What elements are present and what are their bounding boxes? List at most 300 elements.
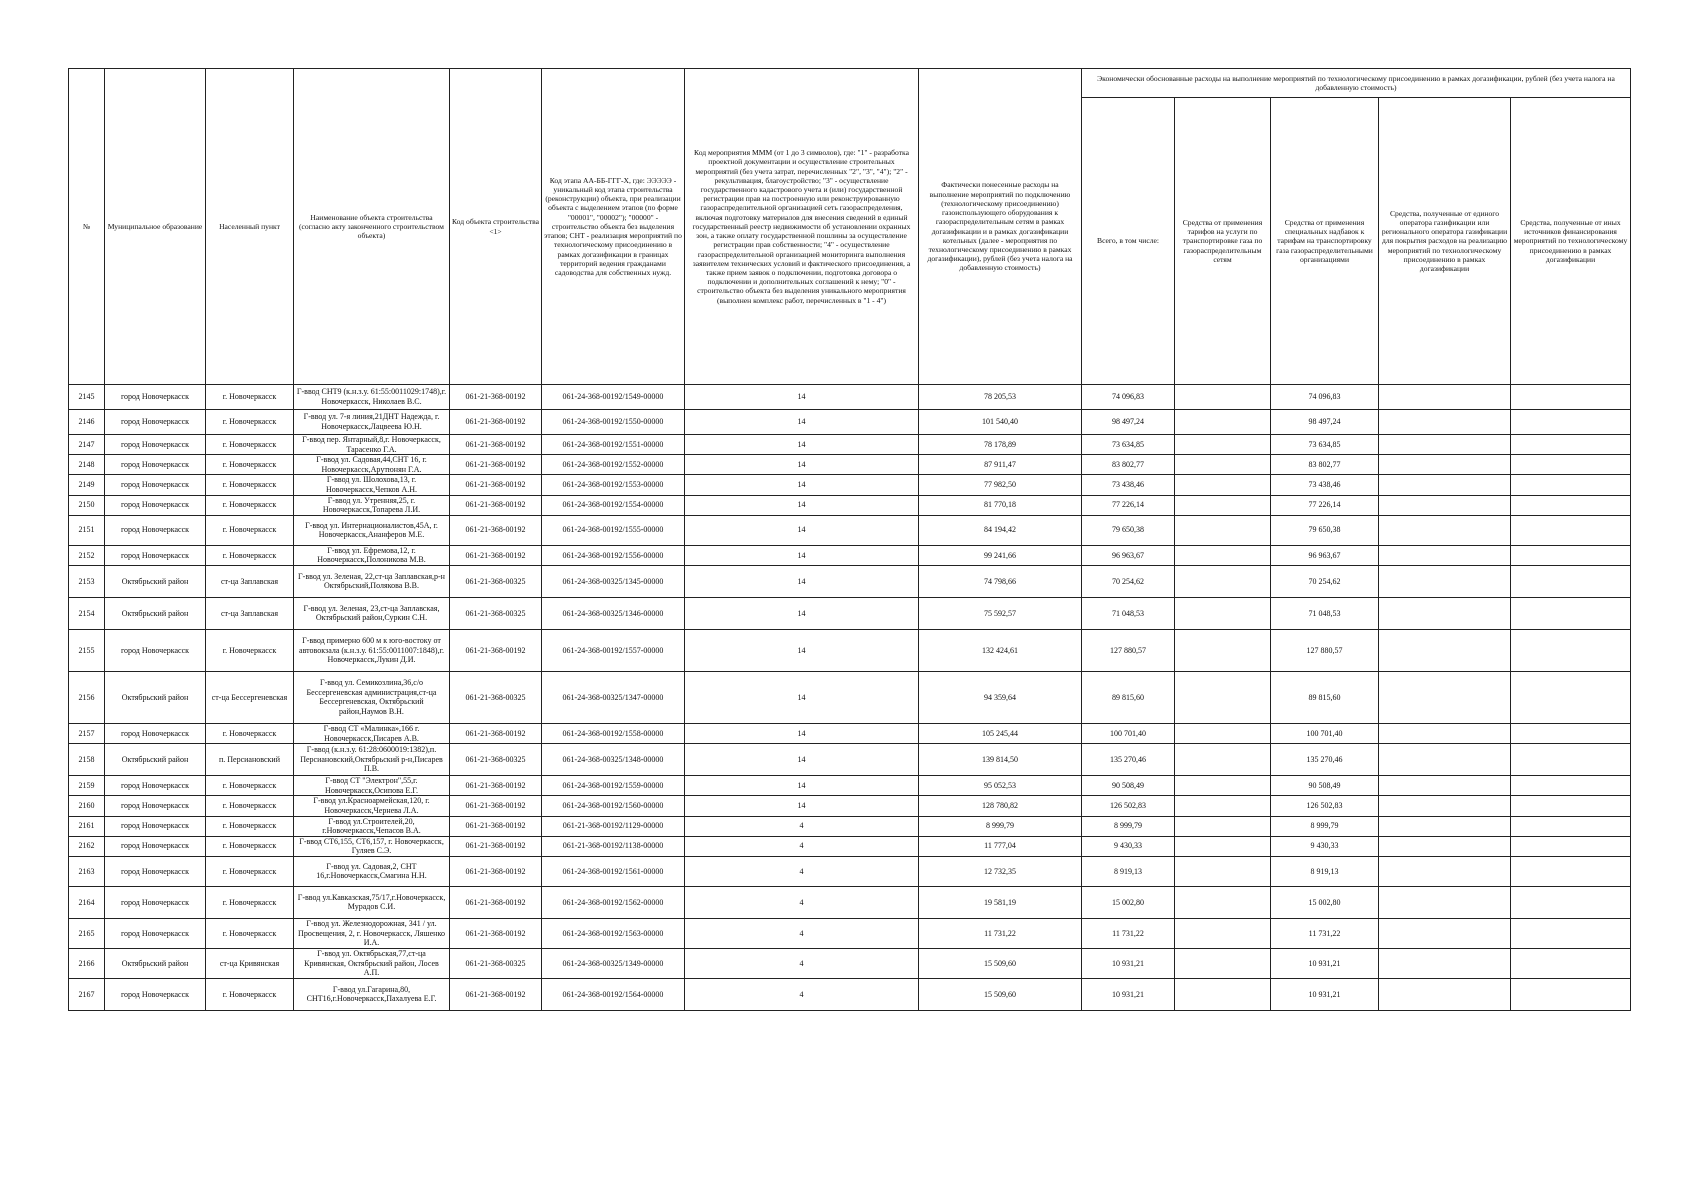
municipality-cell: город Новочеркасск [105, 475, 206, 495]
row-number: 2157 [69, 723, 105, 743]
actual-costs-cell: 84 194,42 [919, 515, 1082, 545]
actual-costs-cell: 101 540,40 [919, 410, 1082, 435]
other-funds-cell [1511, 495, 1631, 515]
operator-funds-cell [1379, 515, 1511, 545]
municipality-cell: Октябрьский район [105, 597, 206, 629]
object-code-cell: 061-21-368-00192 [450, 545, 542, 565]
header-tariff-funds: Средства от применения тарифов на услуги по транспортировке газа по газораспределительным сетям [1175, 98, 1271, 385]
municipality-cell: Октябрьский район [105, 671, 206, 723]
event-code-cell: 14 [685, 385, 919, 410]
tariff-funds-cell [1175, 545, 1271, 565]
settlement-cell: г. Новочеркасск [206, 776, 294, 796]
surcharge-funds-cell: 79 650,38 [1271, 515, 1379, 545]
row-number: 2162 [69, 836, 105, 856]
stage-code-cell: 061-24-368-00325/1349-00000 [542, 948, 685, 978]
table-row [69, 385, 1631, 410]
table-row [69, 723, 1631, 743]
other-funds-cell [1511, 565, 1631, 597]
stage-code-cell: 061-21-368-00192/1129-00000 [542, 816, 685, 836]
surcharge-funds-cell: 10 931,21 [1271, 948, 1379, 978]
operator-funds-cell [1379, 978, 1511, 1010]
tariff-funds-cell [1175, 886, 1271, 918]
municipality-cell: город Новочеркасск [105, 435, 206, 455]
table-row [69, 515, 1631, 545]
table-row [69, 836, 1631, 856]
header-stage-code: Код этапа АА-ББ-ГГГ-Х, где: ЭЭЭЭЭ - уникальный код этапа строительства (реконструкции) объекта, при реализации объекта с выделением этапов (по форме "00001", "00002"); "00000" - строительство объекта без выделения этапов; СНТ - реализация мероприятий по технологическому присоединению в рамках догазификации в границах территорий ведения гражданами садоводства для собственных нужд. [542, 69, 685, 385]
object-name-cell: Г-ввод ул.Гагарина,80, СНТ16,г.Новочеркасск,Пахалуева Е.Г. [294, 978, 450, 1010]
row-number: 2164 [69, 886, 105, 918]
tariff-funds-cell [1175, 385, 1271, 410]
operator-funds-cell [1379, 455, 1511, 475]
stage-code-cell: 061-24-368-00192/1551-00000 [542, 435, 685, 455]
settlement-cell: г. Новочеркасск [206, 410, 294, 435]
municipality-cell: город Новочеркасск [105, 455, 206, 475]
object-name-cell: Г-ввод ул. Октябрьская,77,ст-ца Кривянская, Октябрьский район, Лосев А.П. [294, 948, 450, 978]
object-name-cell: Г-ввод ул. 7-я линия,21ДНТ Надежда, г. Новочеркасск,Лацвеева Ю.Н. [294, 410, 450, 435]
total-cell: 70 254,62 [1082, 565, 1175, 597]
table-row [69, 886, 1631, 918]
stage-code-cell: 061-24-368-00325/1345-00000 [542, 565, 685, 597]
object-code-cell: 061-21-368-00325 [450, 744, 542, 776]
operator-funds-cell [1379, 495, 1511, 515]
municipality-cell: город Новочеркасск [105, 796, 206, 816]
stage-code-cell: 061-24-368-00192/1552-00000 [542, 455, 685, 475]
other-funds-cell [1511, 597, 1631, 629]
total-cell: 89 815,60 [1082, 671, 1175, 723]
table-row [69, 796, 1631, 816]
municipality-cell: город Новочеркасск [105, 495, 206, 515]
row-number: 2159 [69, 776, 105, 796]
other-funds-cell [1511, 796, 1631, 816]
other-funds-cell [1511, 948, 1631, 978]
stage-code-cell: 061-24-368-00192/1557-00000 [542, 629, 685, 671]
total-cell: 77 226,14 [1082, 495, 1175, 515]
surcharge-funds-cell: 77 226,14 [1271, 495, 1379, 515]
table-row [69, 565, 1631, 597]
operator-funds-cell [1379, 475, 1511, 495]
table-row [69, 495, 1631, 515]
stage-code-cell: 061-24-368-00192/1555-00000 [542, 515, 685, 545]
table-row [69, 455, 1631, 475]
event-code-cell: 14 [685, 455, 919, 475]
total-cell: 8 919,13 [1082, 856, 1175, 886]
object-code-cell: 061-21-368-00325 [450, 565, 542, 597]
object-code-cell: 061-21-368-00325 [450, 597, 542, 629]
tariff-funds-cell [1175, 796, 1271, 816]
object-code-cell: 061-21-368-00192 [450, 475, 542, 495]
settlement-cell: г. Новочеркасск [206, 816, 294, 836]
object-code-cell: 061-21-368-00192 [450, 410, 542, 435]
settlement-cell: ст-ца Кривянская [206, 948, 294, 978]
row-number: 2147 [69, 435, 105, 455]
settlement-cell: г. Новочеркасск [206, 886, 294, 918]
object-code-cell: 061-21-368-00192 [450, 723, 542, 743]
operator-funds-cell [1379, 948, 1511, 978]
operator-funds-cell [1379, 565, 1511, 597]
object-name-cell: Г-ввод ул.Красноармейская,120, г. Новочеркасск,Чернева Л.А. [294, 796, 450, 816]
actual-costs-cell: 78 205,53 [919, 385, 1082, 410]
actual-costs-cell: 77 982,50 [919, 475, 1082, 495]
surcharge-funds-cell: 83 802,77 [1271, 455, 1379, 475]
object-name-cell: Г-ввод ул. Садовая,44,СНТ 16, г. Новочеркасск,Арутюнян Г.А. [294, 455, 450, 475]
operator-funds-cell [1379, 796, 1511, 816]
operator-funds-cell [1379, 836, 1511, 856]
row-number: 2167 [69, 978, 105, 1010]
municipality-cell: город Новочеркасск [105, 816, 206, 836]
operator-funds-cell [1379, 385, 1511, 410]
municipality-cell: город Новочеркасск [105, 918, 206, 948]
other-funds-cell [1511, 886, 1631, 918]
operator-funds-cell [1379, 629, 1511, 671]
actual-costs-cell: 105 245,44 [919, 723, 1082, 743]
event-code-cell: 4 [685, 816, 919, 836]
stage-code-cell: 061-24-368-00192/1550-00000 [542, 410, 685, 435]
municipality-cell: город Новочеркасск [105, 776, 206, 796]
header-event-code: Код мероприятия МММ (от 1 до 3 символов), где: "1" - разработка проектной документации и осуществление строительных мероприятий (без учета затрат, перечисленных "2", "3", "4"); "2" - рекультивация, благоустройство; "3" - осуществление государственного кадастрового учета и (или) государственной регистрации прав на построенную или реконструированную газораспределительной организацией сеть газораспределения, включая подготовку материалов для внесения сведений в единый государственный реестр недвижимости об установлении охранных зон, а также оплату государственной пошлины за осуществление регистрации прав собственности; "4" - осуществление газораспределительной организацией мониторинга выполнения заявителем технических условий и фактического присоединения, а также прием заявок о подключении, подготовка договора о подключении и дополнительных соглашений к нему; "0" - строительство объекта без выделения уникального мероприятия (выполнен комплекс работ, перечисленных в "1 - 4") [685, 69, 919, 385]
actual-costs-cell: 94 359,64 [919, 671, 1082, 723]
settlement-cell: п. Персиановский [206, 744, 294, 776]
surcharge-funds-cell: 90 508,49 [1271, 776, 1379, 796]
other-funds-cell [1511, 455, 1631, 475]
table-row [69, 410, 1631, 435]
object-code-cell: 061-21-368-00192 [450, 776, 542, 796]
actual-costs-cell: 132 424,61 [919, 629, 1082, 671]
tariff-funds-cell [1175, 978, 1271, 1010]
event-code-cell: 14 [685, 515, 919, 545]
operator-funds-cell [1379, 918, 1511, 948]
surcharge-funds-cell: 10 931,21 [1271, 978, 1379, 1010]
total-cell: 100 701,40 [1082, 723, 1175, 743]
actual-costs-cell: 87 911,47 [919, 455, 1082, 475]
tariff-funds-cell [1175, 515, 1271, 545]
event-code-cell: 14 [685, 776, 919, 796]
object-name-cell: Г-ввод ул.Строителей,20, г.Новочеркасск,Чепасов В.А. [294, 816, 450, 836]
settlement-cell: г. Новочеркасск [206, 918, 294, 948]
operator-funds-cell [1379, 435, 1511, 455]
row-number: 2156 [69, 671, 105, 723]
operator-funds-cell [1379, 776, 1511, 796]
header-num: № [69, 69, 105, 385]
tariff-funds-cell [1175, 629, 1271, 671]
total-cell: 8 999,79 [1082, 816, 1175, 836]
object-code-cell: 061-21-368-00192 [450, 455, 542, 475]
object-code-cell: 061-21-368-00192 [450, 978, 542, 1010]
object-name-cell: Г-ввод ул. Утренняя,25, г. Новочеркасск,Топарева Л.И. [294, 495, 450, 515]
object-code-cell: 061-21-368-00192 [450, 435, 542, 455]
settlement-cell: г. Новочеркасск [206, 495, 294, 515]
municipality-cell: Октябрьский район [105, 565, 206, 597]
table-row [69, 545, 1631, 565]
stage-code-cell: 061-24-368-00192/1563-00000 [542, 918, 685, 948]
row-number: 2151 [69, 515, 105, 545]
actual-costs-cell: 139 814,50 [919, 744, 1082, 776]
header-other-funds: Средства, полученные от иных источников финансирования мероприятий по технологическому присоединению в рамках догазификации [1511, 98, 1631, 385]
object-name-cell: Г-ввод СТ "Электрон",55,г. Новочеркасск,Осипова Е.Г. [294, 776, 450, 796]
row-number: 2158 [69, 744, 105, 776]
object-name-cell: Г-ввод ул. Интернационалистов,45А, г. Новочеркасск,Ананферов М.Е. [294, 515, 450, 545]
table-row [69, 816, 1631, 836]
tariff-funds-cell [1175, 836, 1271, 856]
operator-funds-cell [1379, 816, 1511, 836]
event-code-cell: 4 [685, 886, 919, 918]
row-number: 2150 [69, 495, 105, 515]
table-row [69, 597, 1631, 629]
surcharge-funds-cell: 89 815,60 [1271, 671, 1379, 723]
stage-code-cell: 061-24-368-00192/1549-00000 [542, 385, 685, 410]
operator-funds-cell [1379, 723, 1511, 743]
header-operator-funds: Средства, полученные от единого оператора газификации или регионального оператора газификации для покрытия расходов на реализацию мероприятий по технологическому присоединению в рамках догазификации [1379, 98, 1511, 385]
municipality-cell: город Новочеркасск [105, 856, 206, 886]
event-code-cell: 14 [685, 495, 919, 515]
header-actual-costs: Фактически понесенные расходы на выполнение мероприятий по подключению (технологическому присоединению) газоиспользующего оборудования к газораспределительным сетям в рамках догазификации и в рамках догазификации котельных (далее - мероприятия по технологическому присоединению в рамках догазификации), рублей (без учета налога на добавленную стоимость) [919, 69, 1082, 385]
total-cell: 74 096,83 [1082, 385, 1175, 410]
object-name-cell: Г-ввод примерно 600 м к юго-востоку от автовокзала (к.н.з.у. 61:55:0011007:1848),г. Новочеркасск,Лукин Д.И. [294, 629, 450, 671]
settlement-cell: г. Новочеркасск [206, 545, 294, 565]
object-code-cell: 061-21-368-00192 [450, 816, 542, 836]
event-code-cell: 14 [685, 475, 919, 495]
event-code-cell: 14 [685, 629, 919, 671]
tariff-funds-cell [1175, 918, 1271, 948]
row-number: 2165 [69, 918, 105, 948]
other-funds-cell [1511, 545, 1631, 565]
operator-funds-cell [1379, 886, 1511, 918]
other-funds-cell [1511, 671, 1631, 723]
settlement-cell: г. Новочеркасск [206, 629, 294, 671]
event-code-cell: 4 [685, 918, 919, 948]
operator-funds-cell [1379, 856, 1511, 886]
header-surcharge-funds: Средства от применения специальных надбавок к тарифам на транспортировку газа газораспределительными организациями [1271, 98, 1379, 385]
tariff-funds-cell [1175, 410, 1271, 435]
other-funds-cell [1511, 776, 1631, 796]
surcharge-funds-cell: 74 096,83 [1271, 385, 1379, 410]
object-code-cell: 061-21-368-00192 [450, 515, 542, 545]
object-code-cell: 061-21-368-00192 [450, 856, 542, 886]
tariff-funds-cell [1175, 856, 1271, 886]
header-total: Всего, в том числе: [1082, 98, 1175, 385]
operator-funds-cell [1379, 410, 1511, 435]
actual-costs-cell: 81 770,18 [919, 495, 1082, 515]
tariff-funds-cell [1175, 435, 1271, 455]
municipality-cell: город Новочеркасск [105, 545, 206, 565]
other-funds-cell [1511, 836, 1631, 856]
municipality-cell: город Новочеркасск [105, 410, 206, 435]
operator-funds-cell [1379, 671, 1511, 723]
surcharge-funds-cell: 135 270,46 [1271, 744, 1379, 776]
object-code-cell: 061-21-368-00192 [450, 629, 542, 671]
event-code-cell: 14 [685, 723, 919, 743]
total-cell: 10 931,21 [1082, 948, 1175, 978]
surcharge-funds-cell: 73 634,85 [1271, 435, 1379, 455]
event-code-cell: 14 [685, 744, 919, 776]
stage-code-cell: 061-24-368-00192/1562-00000 [542, 886, 685, 918]
object-name-cell: Г-ввод пер. Янтарный,8,г. Новочеркасск, Тарасенко Г.А. [294, 435, 450, 455]
event-code-cell: 14 [685, 597, 919, 629]
object-name-cell: Г-ввод ул. Зеленая, 23,ст-ца Заплавская, Октябрьский район,Суркин С.Н. [294, 597, 450, 629]
operator-funds-cell [1379, 597, 1511, 629]
row-number: 2163 [69, 856, 105, 886]
operator-funds-cell [1379, 744, 1511, 776]
event-code-cell: 14 [685, 671, 919, 723]
object-code-cell: 061-21-368-00192 [450, 495, 542, 515]
stage-code-cell: 061-24-368-00192/1554-00000 [542, 495, 685, 515]
tariff-funds-cell [1175, 495, 1271, 515]
row-number: 2166 [69, 948, 105, 978]
total-cell: 83 802,77 [1082, 455, 1175, 475]
operator-funds-cell [1379, 545, 1511, 565]
total-cell: 98 497,24 [1082, 410, 1175, 435]
total-cell: 73 634,85 [1082, 435, 1175, 455]
event-code-cell: 14 [685, 565, 919, 597]
total-cell: 10 931,21 [1082, 978, 1175, 1010]
other-funds-cell [1511, 475, 1631, 495]
settlement-cell: г. Новочеркасск [206, 796, 294, 816]
row-number: 2148 [69, 455, 105, 475]
municipality-cell: город Новочеркасск [105, 978, 206, 1010]
event-code-cell: 4 [685, 948, 919, 978]
other-funds-cell [1511, 515, 1631, 545]
surcharge-funds-cell: 9 430,33 [1271, 836, 1379, 856]
surcharge-funds-cell: 70 254,62 [1271, 565, 1379, 597]
row-number: 2149 [69, 475, 105, 495]
object-code-cell: 061-21-368-00325 [450, 948, 542, 978]
settlement-cell: ст-ца Заплавская [206, 597, 294, 629]
table-row [69, 671, 1631, 723]
total-cell: 15 002,80 [1082, 886, 1175, 918]
surcharge-funds-cell: 8 999,79 [1271, 816, 1379, 836]
tariff-funds-cell [1175, 565, 1271, 597]
object-code-cell: 061-21-368-00192 [450, 886, 542, 918]
surcharge-funds-cell: 96 963,67 [1271, 545, 1379, 565]
total-cell: 90 508,49 [1082, 776, 1175, 796]
tariff-funds-cell [1175, 597, 1271, 629]
settlement-cell: ст-ца Заплавская [206, 565, 294, 597]
settlement-cell: г. Новочеркасск [206, 385, 294, 410]
table-row [69, 629, 1631, 671]
surcharge-funds-cell: 100 701,40 [1271, 723, 1379, 743]
other-funds-cell [1511, 410, 1631, 435]
row-number: 2154 [69, 597, 105, 629]
settlement-cell: г. Новочеркасск [206, 455, 294, 475]
actual-costs-cell: 11 731,22 [919, 918, 1082, 948]
tariff-funds-cell [1175, 816, 1271, 836]
total-cell: 73 438,46 [1082, 475, 1175, 495]
other-funds-cell [1511, 385, 1631, 410]
table-row [69, 744, 1631, 776]
object-code-cell: 061-21-368-00192 [450, 918, 542, 948]
table-row [69, 856, 1631, 886]
stage-code-cell: 061-24-368-00192/1556-00000 [542, 545, 685, 565]
event-code-cell: 4 [685, 836, 919, 856]
total-cell: 11 731,22 [1082, 918, 1175, 948]
other-funds-cell [1511, 978, 1631, 1010]
settlement-cell: г. Новочеркасск [206, 856, 294, 886]
actual-costs-cell: 15 509,60 [919, 978, 1082, 1010]
row-number: 2155 [69, 629, 105, 671]
object-name-cell: Г-ввод ул. Садовая,2, СНТ 16,г.Новочеркасск,Смагина Н.Н. [294, 856, 450, 886]
row-number: 2145 [69, 385, 105, 410]
settlement-cell: ст-ца Бессергеневская [206, 671, 294, 723]
table-row [69, 918, 1631, 948]
event-code-cell: 14 [685, 410, 919, 435]
object-name-cell: Г-ввод ул.Кавказская,75/17,г.Новочеркасск, Мурадов С.И. [294, 886, 450, 918]
stage-code-cell: 061-24-368-00192/1558-00000 [542, 723, 685, 743]
table-row [69, 978, 1631, 1010]
settlement-cell: г. Новочеркасск [206, 723, 294, 743]
row-number: 2152 [69, 545, 105, 565]
object-name-cell: Г-ввод СНТ9 (к.н.з.у. 61:55:0011029:1748),г. Новочеркасск, Николаев В.С. [294, 385, 450, 410]
stage-code-cell: 061-24-368-00325/1346-00000 [542, 597, 685, 629]
other-funds-cell [1511, 629, 1631, 671]
event-code-cell: 4 [685, 978, 919, 1010]
total-cell: 135 270,46 [1082, 744, 1175, 776]
stage-code-cell: 061-24-368-00192/1564-00000 [542, 978, 685, 1010]
municipality-cell: город Новочеркасск [105, 629, 206, 671]
document-page [68, 68, 1630, 1011]
stage-code-cell: 061-24-368-00192/1561-00000 [542, 856, 685, 886]
surcharge-funds-cell: 8 919,13 [1271, 856, 1379, 886]
surcharge-funds-cell: 11 731,22 [1271, 918, 1379, 948]
other-funds-cell [1511, 744, 1631, 776]
settlement-cell: г. Новочеркасск [206, 515, 294, 545]
object-code-cell: 061-21-368-00192 [450, 385, 542, 410]
settlement-cell: г. Новочеркасск [206, 836, 294, 856]
row-number: 2160 [69, 796, 105, 816]
object-code-cell: 061-21-368-00325 [450, 671, 542, 723]
actual-costs-cell: 15 509,60 [919, 948, 1082, 978]
settlement-cell: г. Новочеркасск [206, 475, 294, 495]
object-name-cell: Г-ввод ул. Железнодорожная, 341 / ул. Просвещения, 2, г. Новочеркасск, Ляшенко И.А. [294, 918, 450, 948]
header-object-name: Наименование объекта строительства (согласно акту законченного строительством объекта) [294, 69, 450, 385]
actual-costs-cell: 99 241,66 [919, 545, 1082, 565]
table-row [69, 475, 1631, 495]
surcharge-funds-cell: 71 048,53 [1271, 597, 1379, 629]
actual-costs-cell: 128 780,82 [919, 796, 1082, 816]
header-object-code: Код объекта строительства <1> [450, 69, 542, 385]
row-number: 2153 [69, 565, 105, 597]
total-cell: 96 963,67 [1082, 545, 1175, 565]
settlement-cell: г. Новочеркасск [206, 978, 294, 1010]
municipality-cell: город Новочеркасск [105, 385, 206, 410]
settlement-cell: г. Новочеркасск [206, 435, 294, 455]
municipality-cell: город Новочеркасск [105, 886, 206, 918]
total-cell: 71 048,53 [1082, 597, 1175, 629]
tariff-funds-cell [1175, 475, 1271, 495]
row-number: 2146 [69, 410, 105, 435]
total-cell: 79 650,38 [1082, 515, 1175, 545]
total-cell: 127 880,57 [1082, 629, 1175, 671]
object-name-cell: Г-ввод СТ6,155, СТ6,157, г. Новочеркасск, Гуляев С.Э. [294, 836, 450, 856]
tariff-funds-cell [1175, 455, 1271, 475]
stage-code-cell: 061-24-368-00325/1348-00000 [542, 744, 685, 776]
cost-table [68, 68, 1631, 1011]
header-group-title: Экономически обоснованные расходы на выполнение мероприятий по технологическому присоединению в рамках догазификации, рублей (без учета налога на добавленную стоимость) [1082, 69, 1631, 98]
object-name-cell: Г-ввод СТ «Малинка»,166 г. Новочеркасск,Писарев А.В. [294, 723, 450, 743]
surcharge-funds-cell: 127 880,57 [1271, 629, 1379, 671]
actual-costs-cell: 78 178,89 [919, 435, 1082, 455]
total-cell: 126 502,83 [1082, 796, 1175, 816]
actual-costs-cell: 74 798,66 [919, 565, 1082, 597]
surcharge-funds-cell: 98 497,24 [1271, 410, 1379, 435]
object-name-cell: Г-ввод ул. Зеленая, 22,ст-ца Заплавская,р-н Октябрьский,Полякова В.В. [294, 565, 450, 597]
tariff-funds-cell [1175, 744, 1271, 776]
other-funds-cell [1511, 723, 1631, 743]
object-name-cell: Г-ввод (к.н.з.у. 61:28:0600019:1382),п. Персиановский,Октябрьский р-н,Писарев П.В. [294, 744, 450, 776]
total-cell: 9 430,33 [1082, 836, 1175, 856]
event-code-cell: 14 [685, 796, 919, 816]
surcharge-funds-cell: 15 002,80 [1271, 886, 1379, 918]
object-code-cell: 061-21-368-00192 [450, 796, 542, 816]
object-name-cell: Г-ввод ул. Семикозлина,36,с/о Бессергеневская администрация,ст-ца Бессергеневская, Октябрьский район,Наумов В.Н. [294, 671, 450, 723]
